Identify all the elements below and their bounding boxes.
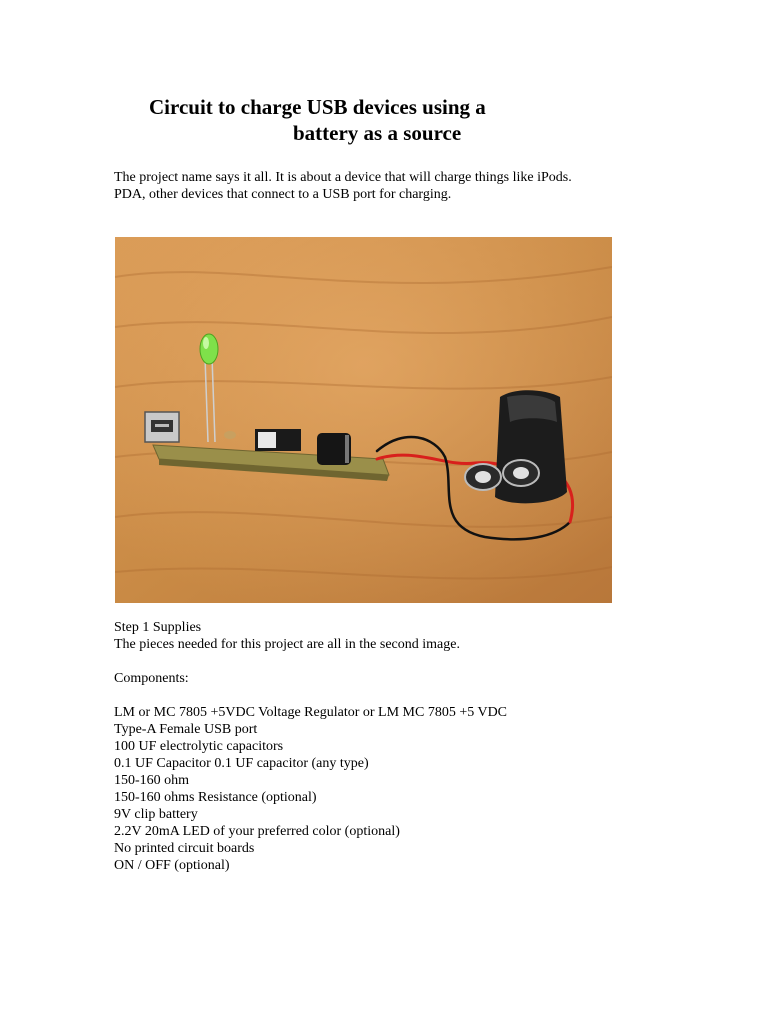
spacer [114, 653, 674, 670]
list-item: Type-A Female USB port [114, 722, 258, 737]
list-item: 0.1 UF Capacitor 0.1 UF capacitor (any type) [114, 756, 369, 771]
intro-line-1: The project name says it all. It is about a device that will charge things like iPods. [114, 170, 572, 185]
list-item: 100 UF electrolytic capacitors [114, 739, 284, 754]
title-line-1: Circuit to charge USB devices using a [149, 95, 486, 119]
intro-line-2: PDA, other devices that connect to a USB port for charging. [114, 187, 452, 202]
components-heading: Components: [114, 671, 189, 686]
list-item: 150-160 ohm [114, 773, 190, 788]
step-heading: Step 1 Supplies [114, 620, 202, 635]
body-text [114, 619, 674, 874]
intro-paragraph [114, 169, 634, 203]
title-line-2: battery as a source [293, 121, 462, 145]
list-item: ON / OFF (optional) [114, 858, 230, 873]
step-text: The pieces needed for this project are all in the second image. [114, 637, 460, 652]
components-list [114, 704, 674, 874]
resistor [224, 431, 236, 439]
list-item: 9V clip battery [114, 807, 198, 822]
list-item: LM or MC 7805 +5VDC Voltage Regulator or LM MC 7805 +5 VDC [114, 705, 508, 720]
circuit-photo [115, 237, 612, 603]
list-item: 2.2V 20mA LED of your preferred color (optional) [114, 824, 400, 839]
list-item: 150-160 ohms Resistance (optional) [114, 790, 317, 805]
voltage-regulator [255, 429, 301, 451]
list-item: No printed circuit boards [114, 841, 255, 856]
spacer [114, 687, 674, 704]
usb-port [145, 412, 179, 442]
capacitor [317, 433, 351, 465]
